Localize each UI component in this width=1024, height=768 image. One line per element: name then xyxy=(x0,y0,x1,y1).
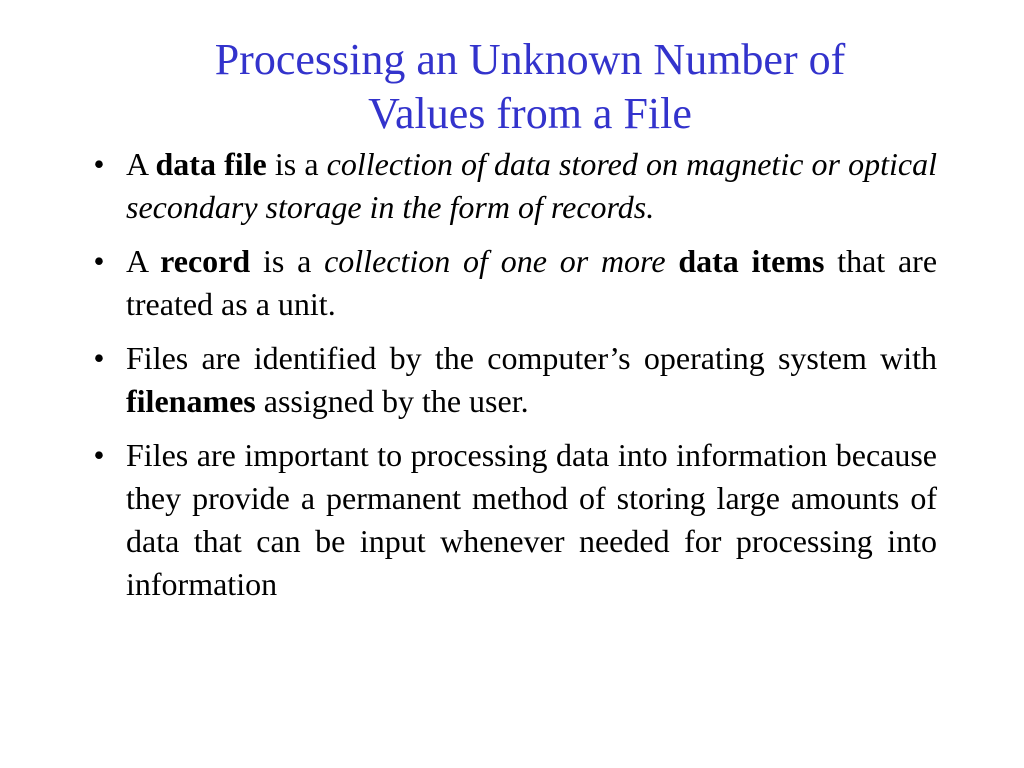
bullet-item-filenames xyxy=(84,337,937,423)
slide-title-line-1: Processing an Unknown Number of xyxy=(214,35,846,85)
bullet-text: Files are identified by the computer’s operating system with xyxy=(126,340,937,376)
bullet-text: A xyxy=(126,243,161,279)
bullet-text: assigned by the user. xyxy=(255,383,529,419)
bullet-dot-icon: • xyxy=(93,437,105,473)
slide-title xyxy=(100,33,960,141)
bullet-dot-icon: • xyxy=(93,146,105,182)
slide-title-line-2: Values from a File xyxy=(368,89,692,139)
term-data-items: data items xyxy=(678,243,825,279)
bullet-text: that are treated as a unit. xyxy=(126,243,938,322)
bullet-item-data-file xyxy=(84,143,937,229)
term-record: record xyxy=(160,243,251,279)
bullet-text: is a xyxy=(250,243,325,279)
bullet-item-files-important xyxy=(84,434,937,606)
bullet-text: A xyxy=(126,146,156,182)
bullet-list xyxy=(84,143,937,617)
definition-text: collection of one or more xyxy=(324,243,666,279)
bullet-text xyxy=(666,243,679,279)
bullet-text: is a xyxy=(266,146,327,182)
bullet-dot-icon: • xyxy=(93,340,105,376)
bullet-text: Files are important to processing data into information because they provide a permanent method of storing large amounts of data that can be input whenever needed for processing into information xyxy=(126,437,937,602)
definition-text: collection of data stored on magnetic or optical secondary storage in the form of records. xyxy=(126,146,938,225)
bullet-item-record xyxy=(84,240,937,326)
bullet-dot-icon: • xyxy=(93,243,105,279)
term-data-file: data file xyxy=(155,146,267,182)
term-filenames: filenames xyxy=(126,383,256,419)
